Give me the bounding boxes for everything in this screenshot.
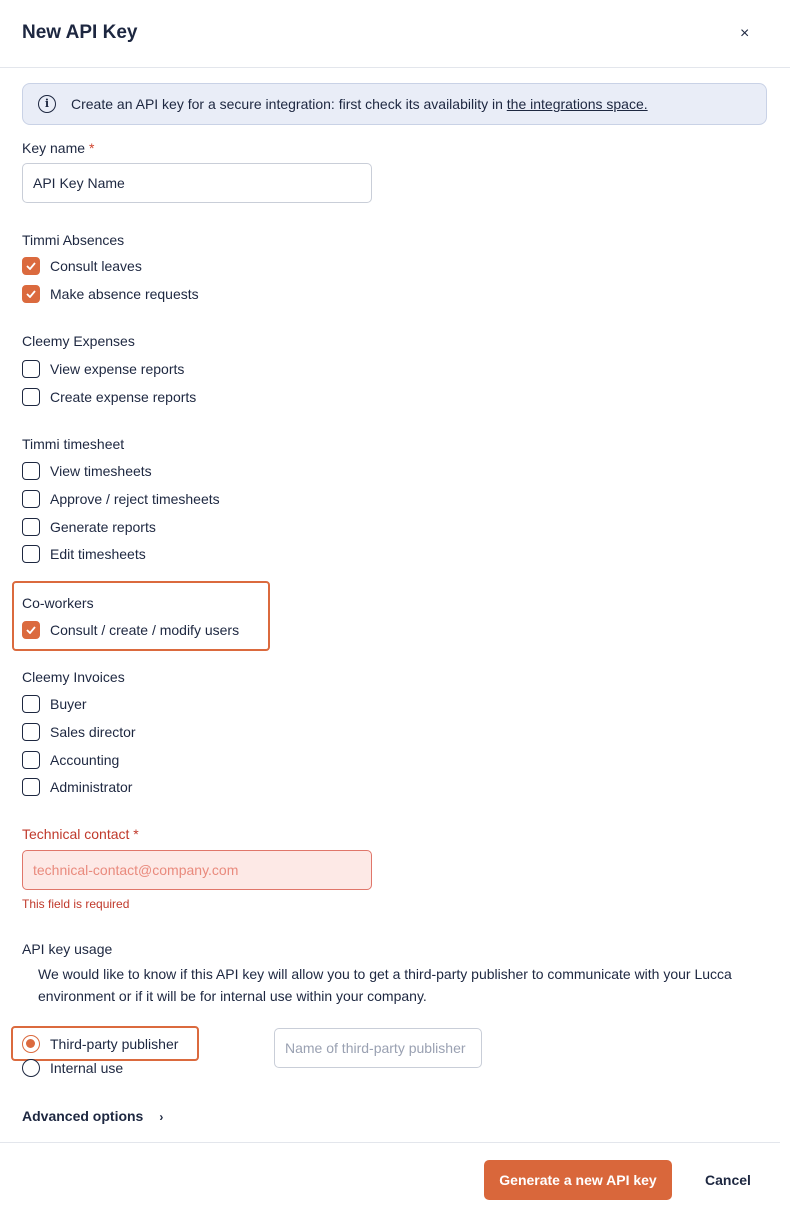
checkbox-label: Generate reports: [50, 519, 156, 535]
checkbox[interactable]: [22, 695, 40, 713]
modal-title: New API Key: [22, 22, 138, 43]
group-title-invoices: Cleemy Invoices: [22, 669, 125, 685]
checkbox-label: Make absence requests: [50, 286, 199, 302]
technical-contact-label: Technical contact *: [22, 826, 139, 842]
coworkers-highlight: [12, 581, 270, 651]
checkbox-buyer[interactable]: [22, 694, 87, 714]
group-title-absences: Timmi Absences: [22, 232, 125, 248]
banner-text: Create an API key for a secure integration: first check its availability in: [71, 96, 507, 112]
checkbox[interactable]: [22, 518, 40, 536]
checkbox-label: Edit timesheets: [50, 546, 146, 562]
integrations-space-link[interactable]: the integrations space.: [506, 96, 648, 112]
checkbox[interactable]: [22, 257, 40, 275]
checkbox-administrator[interactable]: [22, 777, 132, 797]
checkbox[interactable]: [22, 723, 40, 741]
footer-divider: [0, 1142, 780, 1143]
checkbox-consult-create-modify-users[interactable]: [22, 620, 239, 640]
info-icon: i: [38, 95, 56, 113]
checkbox-sales-director[interactable]: [22, 722, 136, 742]
group-title-timesheet: Timmi timesheet: [22, 436, 125, 452]
checkbox-label: Administrator: [50, 779, 133, 795]
checkbox-label: Approve / reject timesheets: [50, 491, 220, 507]
checkbox-consult-leaves[interactable]: [22, 256, 142, 276]
checkbox-view-expense-reports[interactable]: [22, 359, 184, 379]
checkbox-accounting[interactable]: [22, 750, 119, 770]
checkbox[interactable]: [22, 778, 40, 796]
checkbox-label: Consult / create / modify users: [50, 622, 240, 638]
key-name-label: Key name *: [22, 140, 95, 156]
checkbox-label: Create expense reports: [50, 389, 197, 405]
checkbox-label: Buyer: [50, 696, 87, 712]
technical-contact-error: This field is required: [22, 897, 130, 911]
chevron-right-icon: ›: [159, 1110, 164, 1124]
group-title-expenses: Cleemy Expenses: [22, 333, 135, 349]
checkbox-create-expense-reports[interactable]: [22, 387, 196, 407]
checkbox[interactable]: [22, 462, 40, 480]
checkbox-label: Sales director: [50, 724, 136, 740]
checkbox-label: Accounting: [50, 752, 120, 768]
cancel-button[interactable]: Cancel: [692, 1160, 764, 1200]
publisher-name-input[interactable]: [274, 1028, 482, 1068]
checkbox-approve-reject-timesheets[interactable]: [22, 489, 220, 509]
radio-button[interactable]: [22, 1059, 40, 1077]
checkbox[interactable]: [22, 360, 40, 378]
checkbox[interactable]: [22, 388, 40, 406]
key-name-input[interactable]: [22, 163, 372, 203]
radio-third-party-publisher[interactable]: [22, 1034, 178, 1054]
checkbox[interactable]: [22, 490, 40, 508]
advanced-options-toggle[interactable]: Advanced options ›: [22, 1108, 164, 1124]
info-banner: [22, 83, 767, 125]
radio-label: Internal use: [50, 1060, 124, 1076]
close-icon[interactable]: ×: [740, 25, 750, 42]
checkbox-view-timesheets[interactable]: [22, 461, 152, 481]
modal-header: [0, 0, 790, 68]
generate-api-key-button[interactable]: Generate a new API key: [484, 1160, 672, 1200]
checkbox[interactable]: [22, 285, 40, 303]
checkbox-label: Consult leaves: [50, 258, 142, 274]
checkbox-make-absence-requests[interactable]: [22, 284, 199, 304]
radio-button[interactable]: [22, 1035, 40, 1053]
checkbox-label: View timesheets: [50, 463, 152, 479]
radio-label: Third-party publisher: [50, 1036, 179, 1052]
usage-description: We would like to know if this API key will allow you to get a third-party publisher to communicate with your Lucca environment or if it will be for internal use within your company.: [38, 966, 732, 1004]
technical-contact-input[interactable]: [22, 850, 372, 890]
checkbox-label: View expense reports: [50, 361, 185, 377]
checkbox[interactable]: [22, 545, 40, 563]
checkbox-edit-timesheets[interactable]: [22, 544, 146, 564]
checkbox-generate-reports[interactable]: [22, 517, 156, 537]
checkbox[interactable]: [22, 621, 40, 639]
radio-internal-use[interactable]: [22, 1058, 123, 1078]
usage-title: API key usage: [22, 941, 113, 957]
group-title-coworkers: Co-workers: [22, 595, 94, 611]
checkbox[interactable]: [22, 751, 40, 769]
